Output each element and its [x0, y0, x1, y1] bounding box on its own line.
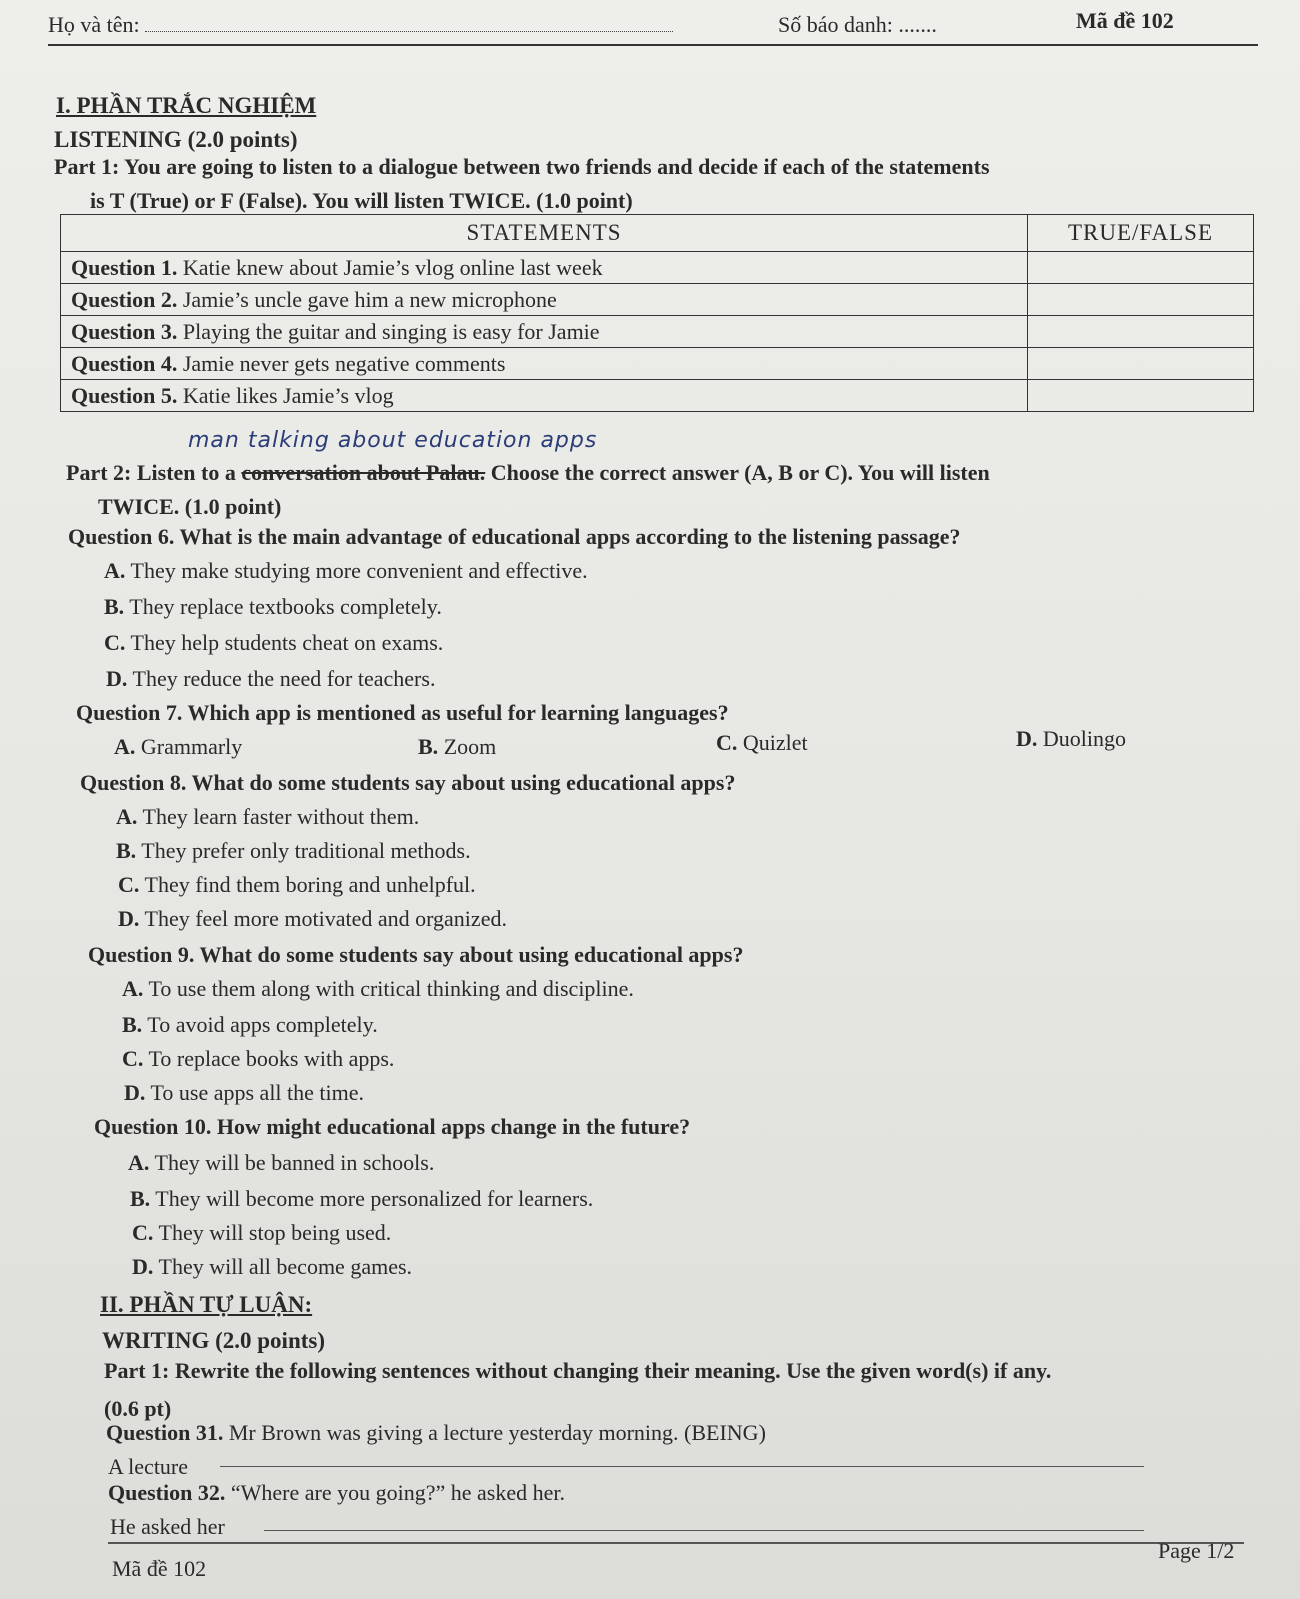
question-number: Question 5. [71, 382, 178, 408]
question-number: Question 1. [71, 254, 178, 280]
option-text: They make studying more convenient and effective. [130, 558, 588, 583]
writing-part1-line2: (0.6 pt) [104, 1396, 172, 1421]
q7-option-d[interactable] [1016, 726, 1126, 752]
question-32-label: Question 32. [108, 1480, 226, 1505]
option-text: They feel more motivated and organized. [144, 906, 507, 931]
part2-instruction-line2: TWICE. (1.0 point) [98, 494, 282, 519]
table-row [61, 348, 1254, 380]
question-31-text: Mr Brown was giving a lecture yesterday morning. (BEING) [223, 1420, 766, 1445]
option-text: They will become more personalized for learners. [155, 1186, 594, 1211]
option-letter: A. [128, 1150, 150, 1175]
option-letter: B. [116, 838, 137, 863]
option-text: They find them boring and unhelpful. [144, 872, 476, 897]
option-text: They prefer only traditional methods. [141, 838, 471, 863]
statements-header: STATEMENTS [61, 215, 1028, 252]
option-letter: A. [122, 976, 144, 1001]
option-text: Duolingo [1042, 726, 1127, 751]
question-number: Question 3. [71, 318, 178, 344]
q9-option-b[interactable] [122, 1012, 378, 1038]
q9-option-d[interactable] [124, 1080, 364, 1106]
q6-option-b[interactable] [104, 594, 442, 620]
true-false-header: TRUE/FALSE [1028, 215, 1254, 252]
statement-cell [61, 252, 1028, 284]
question-32 [108, 1480, 565, 1506]
q6-option-d[interactable] [106, 666, 435, 692]
option-text: They learn faster without them. [142, 804, 420, 829]
q7-option-b[interactable] [418, 734, 496, 760]
option-text: They help students cheat on exams. [130, 630, 444, 655]
question-6: Question 6. What is the main advantage of educational apps according to the listening passage? [68, 524, 961, 549]
statement-cell [61, 348, 1028, 380]
statement-text: Jamie never gets negative comments [177, 350, 506, 376]
part1-instruction-line2: is T (True) or F (False). You will listen TWICE. (1.0 point) [90, 188, 633, 213]
q6-option-a[interactable] [104, 558, 588, 584]
question-8: Question 8. What do some students say about using educational apps? [80, 770, 736, 795]
question-number: Question 2. [71, 286, 178, 312]
section-2-title: II. PHẦN TỰ LUẬN: [100, 1292, 313, 1317]
question-31 [106, 1420, 766, 1446]
name-label: Họ và tên: [48, 12, 140, 37]
option-text: To avoid apps completely. [147, 1012, 378, 1037]
option-letter: D. [118, 906, 140, 931]
question-31-start: A lecture [108, 1454, 189, 1479]
statement-text: Jamie’s uncle gave him a new microphone [177, 286, 557, 312]
q8-option-d[interactable] [118, 906, 507, 932]
option-text: They replace textbooks completely. [129, 594, 442, 619]
statement-text: Katie knew about Jamie’s vlog online last week [177, 254, 603, 280]
option-letter: B. [122, 1012, 143, 1037]
name-blank [145, 31, 673, 32]
option-letter: A. [116, 804, 138, 829]
candidate-number-field [778, 12, 937, 38]
name-field [48, 12, 673, 38]
answer-cell[interactable] [1028, 252, 1254, 284]
part1-instruction-line1: Part 1: You are going to listen to a dialogue between two friends and decide if each of the statements [54, 154, 990, 179]
option-letter: C. [104, 630, 126, 655]
q9-option-a[interactable] [122, 976, 634, 1002]
option-text: Grammarly [140, 734, 243, 759]
question-32-text: “Where are you going?” he asked her. [225, 1480, 565, 1505]
option-letter: B. [104, 594, 125, 619]
option-text: Zoom [443, 734, 497, 759]
candidate-number-dots: ....... [898, 12, 937, 37]
option-letter: D. [124, 1080, 146, 1105]
option-letter: C. [132, 1220, 154, 1245]
answer-cell[interactable] [1028, 380, 1254, 412]
statement-text: Katie likes Jamie’s vlog [177, 382, 394, 408]
q7-option-c[interactable] [716, 730, 808, 756]
option-letter: B. [130, 1186, 151, 1211]
option-letter: A. [104, 558, 126, 583]
option-text: To replace books with apps. [148, 1046, 395, 1071]
option-letter: C. [716, 730, 738, 755]
q10-option-c[interactable] [132, 1220, 391, 1246]
answer-cell[interactable] [1028, 284, 1254, 316]
listening-heading: LISTENING (2.0 points) [54, 127, 298, 152]
option-text: They reduce the need for teachers. [132, 666, 436, 691]
candidate-number-label: Số báo danh: [778, 12, 893, 37]
statement-cell [61, 316, 1028, 348]
true-false-table [60, 214, 1254, 412]
question-9: Question 9. What do some students say about using educational apps? [88, 942, 744, 967]
option-letter: C. [118, 872, 140, 897]
option-letter: B. [418, 734, 439, 759]
answer-cell[interactable] [1028, 348, 1254, 380]
part2-instruction-line1 [66, 460, 990, 486]
option-letter: A. [114, 734, 136, 759]
q10-option-d[interactable] [132, 1254, 412, 1280]
exam-code: Mã đề 102 [1076, 8, 1174, 33]
question-32-answer-line[interactable] [264, 1530, 1144, 1531]
option-letter: C. [122, 1046, 144, 1071]
handwritten-note: man talking about education apps [188, 428, 598, 453]
header-rule [48, 44, 1258, 46]
question-31-label: Question 31. [106, 1420, 224, 1445]
option-letter: D. [1016, 726, 1038, 751]
question-7: Question 7. Which app is mentioned as useful for learning languages? [76, 700, 729, 725]
statement-text: Playing the guitar and singing is easy for Jamie [177, 318, 600, 344]
part2-text-b: Choose the correct answer (A, B or C). You will listen [485, 460, 990, 485]
answer-cell[interactable] [1028, 316, 1254, 348]
table-row [61, 316, 1254, 348]
q8-option-b[interactable] [116, 838, 471, 864]
q8-option-a[interactable] [116, 804, 419, 830]
question-31-answer-line[interactable] [220, 1466, 1144, 1467]
footer-exam-code: Mã đề 102 [112, 1556, 207, 1581]
q6-option-c[interactable] [104, 630, 443, 656]
option-text: To use them along with critical thinking and discipline. [148, 976, 634, 1001]
q7-option-a[interactable] [114, 734, 242, 760]
option-letter: D. [106, 666, 128, 691]
option-text: They will be banned in schools. [154, 1150, 435, 1175]
table-row [61, 284, 1254, 316]
section-1-title: I. PHẦN TRẮC NGHIỆM [56, 93, 317, 118]
writing-heading: WRITING (2.0 points) [102, 1328, 326, 1353]
q10-option-a[interactable] [128, 1150, 434, 1176]
question-32-start: He asked her [110, 1514, 225, 1539]
page-number: Page 1/2 [1158, 1538, 1235, 1563]
part2-struck-text: conversation about Palau. [241, 460, 486, 485]
table-row [61, 380, 1254, 412]
statement-cell [61, 284, 1028, 316]
option-text: To use apps all the time. [150, 1080, 365, 1105]
table-row [61, 252, 1254, 284]
option-text: They will all become games. [158, 1254, 413, 1279]
footer-rule [108, 1542, 1244, 1544]
q10-option-b[interactable] [130, 1186, 593, 1212]
q9-option-c[interactable] [122, 1046, 394, 1072]
q8-option-c[interactable] [118, 872, 476, 898]
writing-part1-line1: Part 1: Rewrite the following sentences without changing their meaning. Use the given word(s) if any. [104, 1358, 1052, 1383]
option-text: They will stop being used. [158, 1220, 392, 1245]
statement-cell [61, 380, 1028, 412]
part2-text-a: Part 2: Listen to a [66, 460, 242, 485]
question-10: Question 10. How might educational apps change in the future? [94, 1114, 691, 1139]
option-letter: D. [132, 1254, 154, 1279]
question-number: Question 4. [71, 350, 178, 376]
option-text: Quizlet [742, 730, 808, 755]
